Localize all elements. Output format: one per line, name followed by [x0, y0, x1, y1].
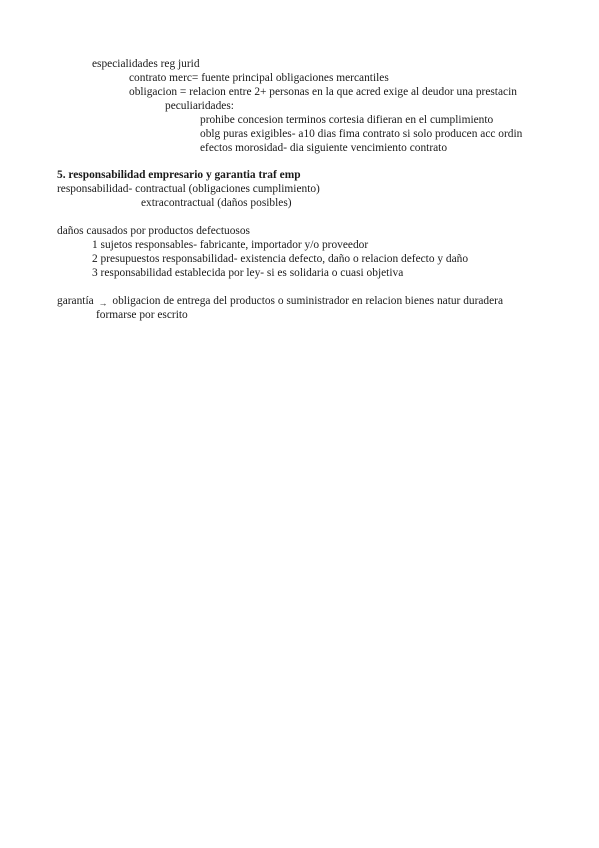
text-line-especialidades: especialidades reg jurid	[92, 58, 200, 70]
text-line-efectos-morosidad: efectos morosidad- dia siguiente vencimiento contrato	[200, 142, 448, 154]
text-line-oblg-puras: oblg puras exigibles- a10 dias fima contrato si solo producen acc ordin	[200, 128, 523, 140]
arrow-right-icon: →	[98, 298, 108, 308]
list-item-presupuestos: 2 presupuestos responsabilidad- existencia defecto, daño o relacion defecto y daño	[92, 253, 469, 265]
list-item-responsabilidad-ley: 3 responsabilidad establecida por ley- si es solidaria o cuasi objetiva	[92, 267, 404, 279]
text-line-responsabilidad: responsabilidad- contractual (obligaciones cumplimiento)	[57, 183, 320, 195]
garantia-label: garantía	[57, 295, 94, 307]
section-heading: 5. responsabilidad empresario y garantia traf emp	[57, 169, 301, 181]
text-line-contrato-merc: contrato merc= fuente principal obligaciones mercantiles	[129, 72, 389, 84]
text-line-obligacion: obligacion = relacion entre 2+ personas en la que acred exige al deudor una prestacin	[129, 86, 517, 98]
list-item-sujetos: 1 sujetos responsables- fabricante, importador y/o proveedor	[92, 239, 369, 251]
text-line-danos-title: daños causados por productos defectuosos	[57, 225, 250, 237]
text-line-formarse: formarse por escrito	[96, 309, 188, 321]
text-line-peculiaridades: peculiaridades:	[165, 100, 234, 112]
garantia-text: obligacion de entrega del productos o suministrador en relacion bienes natur duradera	[112, 295, 504, 307]
text-line-prohibe: prohibe concesion terminos cortesia difieran en el cumplimiento	[200, 114, 494, 126]
text-line-extracontractual: extracontractual (daños posibles)	[141, 197, 292, 209]
